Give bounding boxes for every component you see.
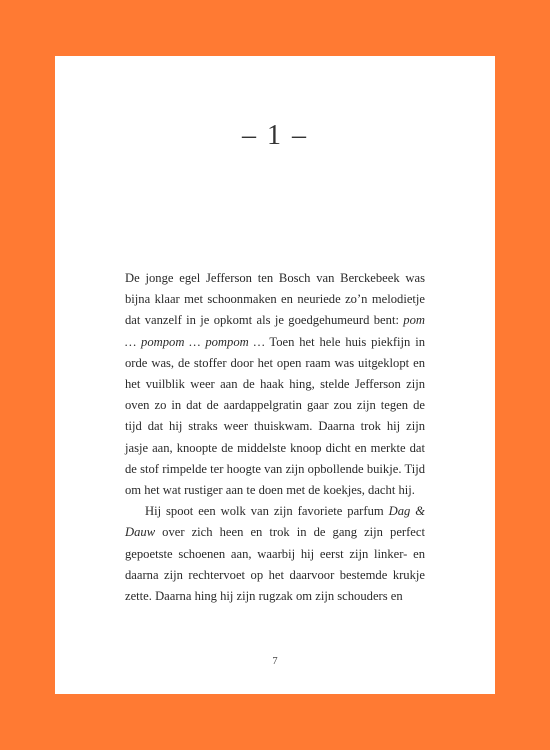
paragraph-1-text-b: Toen het hele huis piekfijn in orde was, de stoffer door het open raam was uitgeklopt en het vuilblik weer aan de haak hing, stelde Jefferson zijn oven zo in dat de aardappelgratin gaar zou zijn tegen de tijd dat hij straks weer thuiskwam. Daarna trok hij zijn jasje aan, knoopte de middelste knoop dicht en merkte dat de stof rimpelde ter hoogte van zijn opbollende buikje. Tijd om het wat rustiger aan te doen met de koekjes, dacht hij. [125,334,425,498]
paragraph-2 [125,501,425,607]
paragraph-2-text-b: over zich heen en trok in de gang zijn perfect gepoetste schoenen aan, waarbij hij eerst zijn linker- en daarna zijn rechtervoet op het daarvoor bestemde krukje zette. Daarna hing hij zijn rugzak om zijn schouders en [125,525,425,604]
body-text [125,268,425,607]
chapter-heading: – 1 – [242,120,308,151]
paragraph-1-text-a: De jonge egel Jefferson ten Bosch van Berckebeek was bijna klaar met schoonmaken en neuriede zo’n melodietje dat vanzelf in je opkomt als je goedgehumeurd bent: [125,271,425,328]
paragraph-2-text-a: Hij spoot een wolk van zijn favoriete parfum [145,504,389,519]
paragraph-2-emphasis: Dag & Dauw [125,504,425,540]
paragraph-1-emphasis: pom … pompom … pompom … [125,313,425,349]
book-page [55,56,495,694]
paragraph-1 [125,268,425,501]
page-number: 7 [272,656,278,667]
